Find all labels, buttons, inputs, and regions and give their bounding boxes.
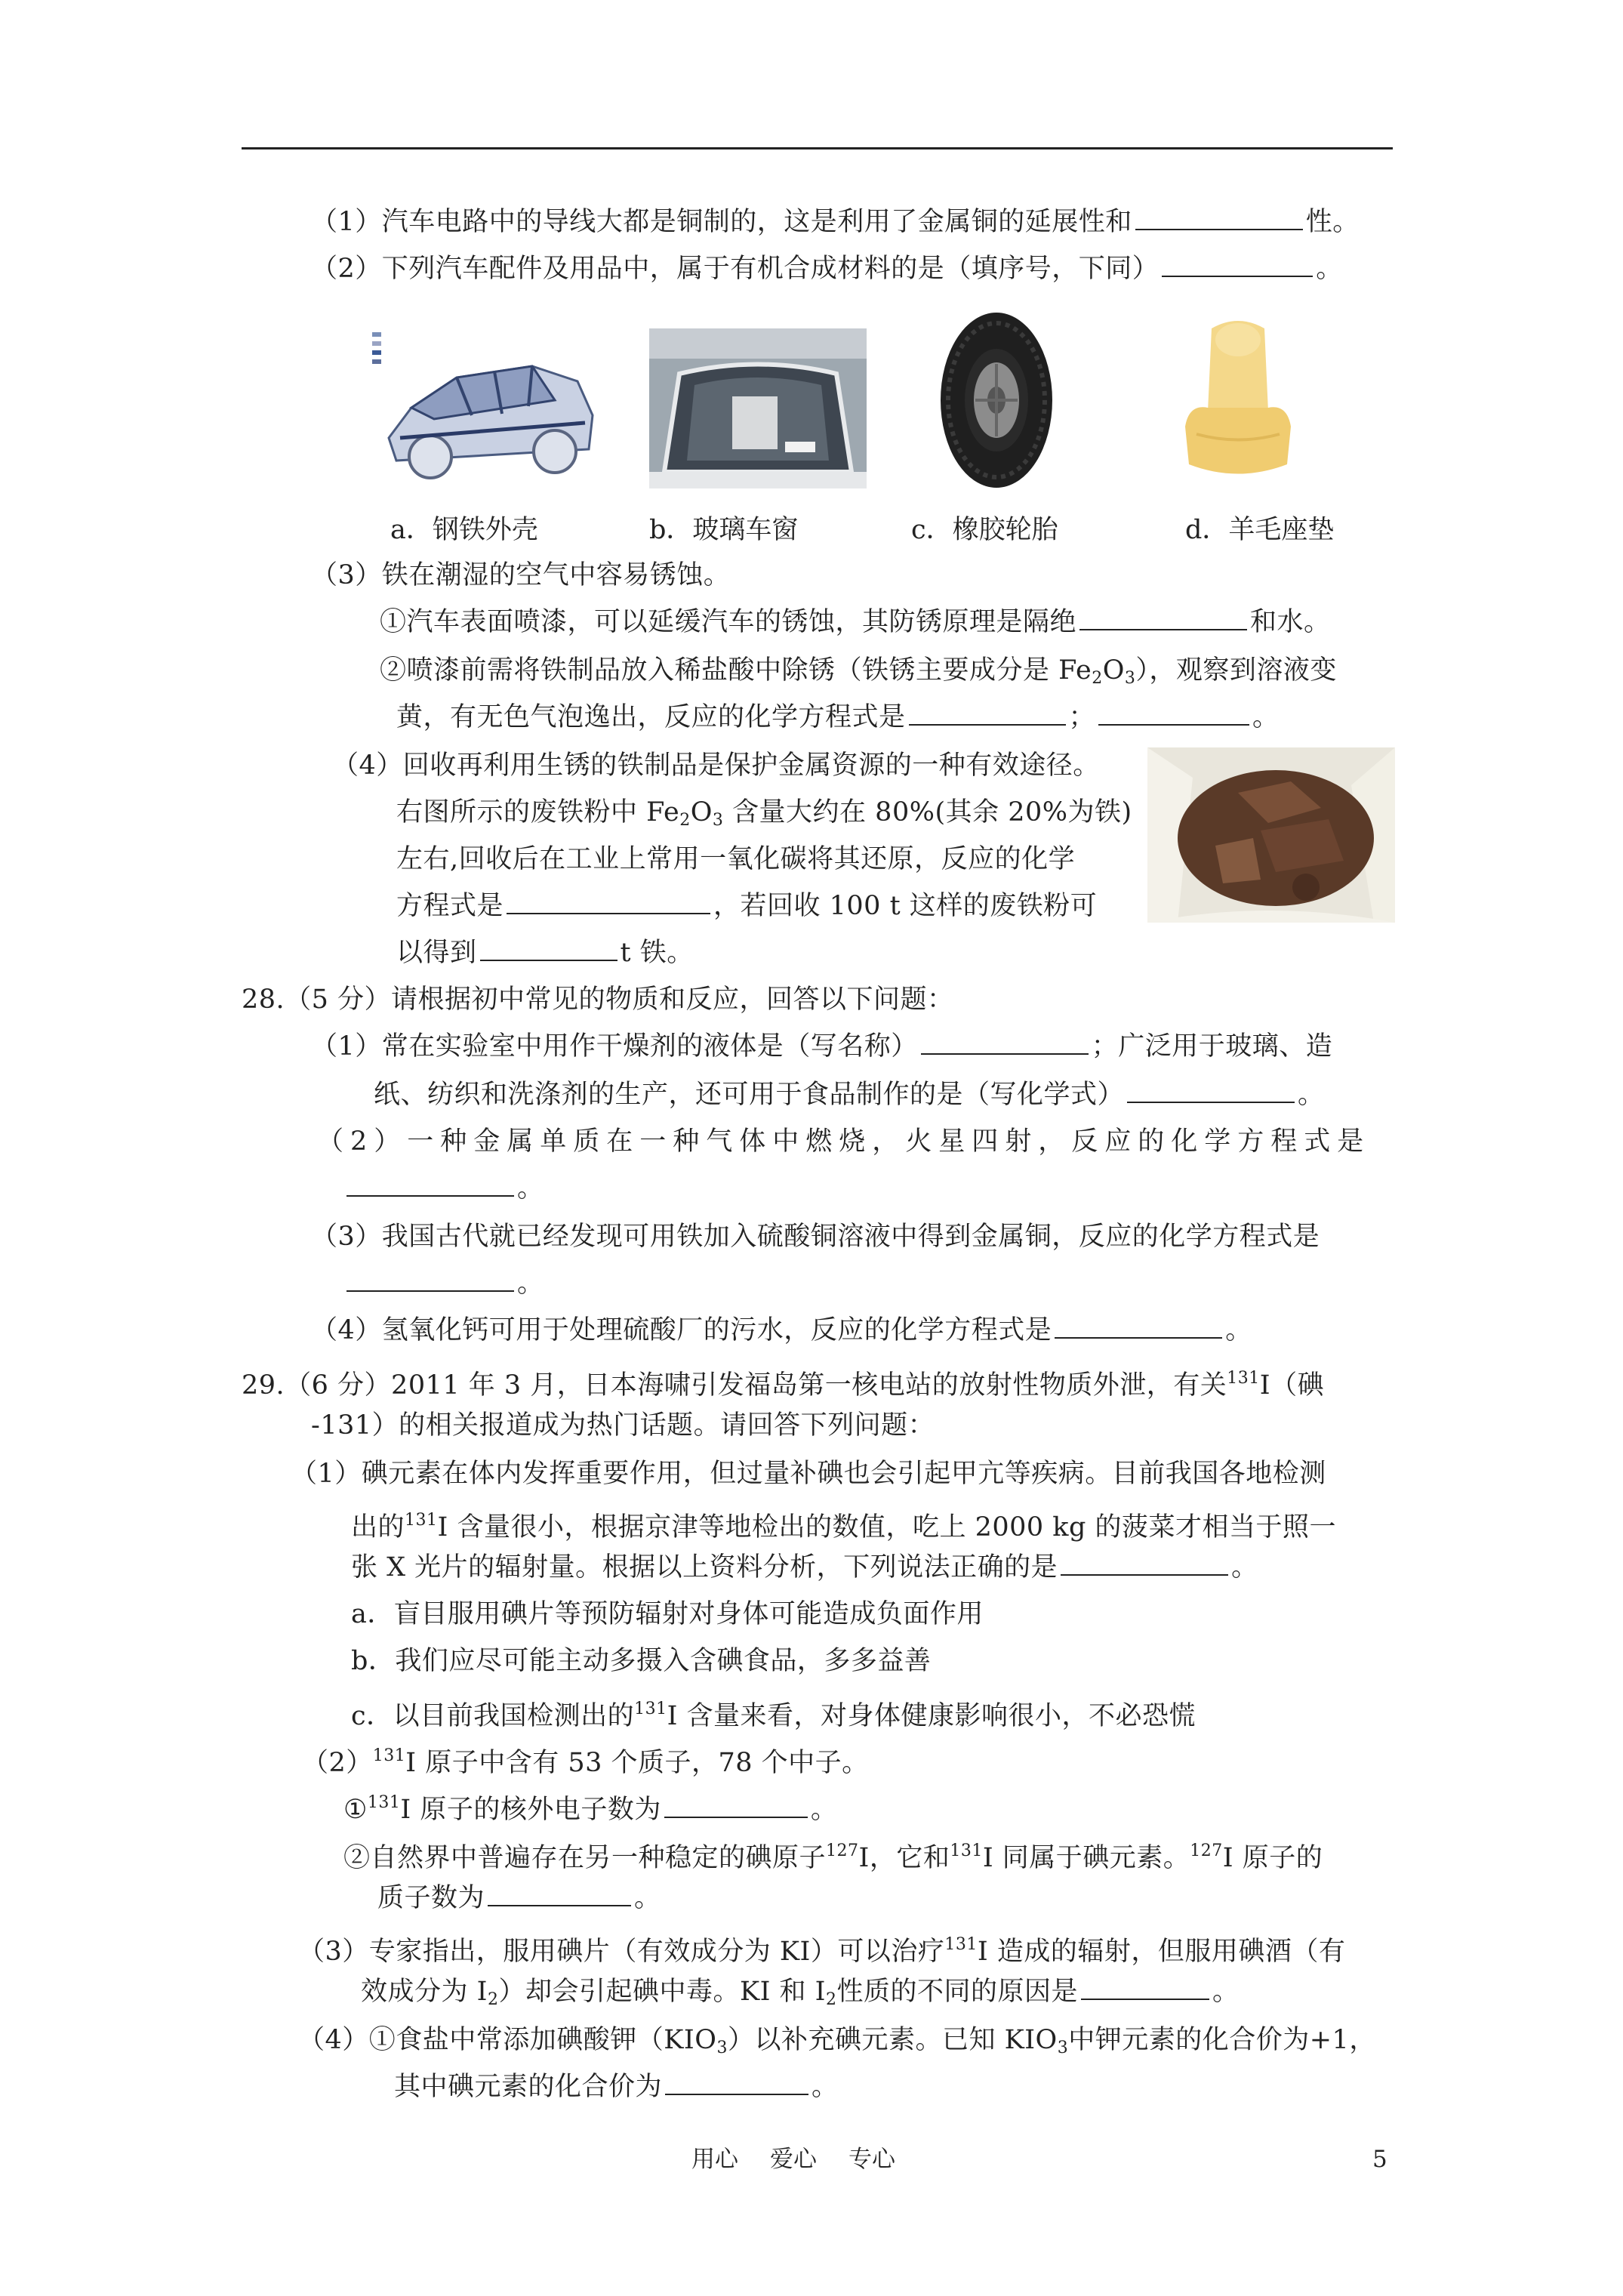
q27-part3-sub2-cont: 黄，有无色气泡逸出，反应的化学方程式是 ； 。 bbox=[396, 702, 1280, 732]
q28-part1-cont: 纸、纺织和洗涤剂的生产，还可用于食品制作的是（写化学式） 。 bbox=[374, 1080, 1325, 1110]
q28-part2: （2）一种金属单质在一种气体中燃烧，火星四射，反应的化学方程式是 bbox=[317, 1126, 1371, 1157]
header-rule bbox=[242, 147, 1393, 149]
q28-part2-cont: 。 bbox=[343, 1172, 544, 1205]
answer-blank[interactable] bbox=[1061, 1552, 1228, 1576]
q29-part3-cont: 效成分为 $I_2$）却会引起碘中毒。KI 和 $I_2$性质的不同的原因是 。 bbox=[361, 1977, 1240, 2009]
answer-blank[interactable] bbox=[1098, 701, 1249, 726]
q27-part4-line3: 左右,回收后在工业上常用一氧化碳将其还原，反应的化学 bbox=[396, 844, 1076, 874]
q28-part3: （3）我国古代就已经发现可用铁加入硫酸铜溶液中得到金属铜，反应的化学方程式是 bbox=[311, 1222, 1320, 1252]
q29-part1-line3: 张 X 光片的辐射量。根据以上资料分析，下列说法正确的是 。 bbox=[351, 1552, 1258, 1583]
q29-part2: $(2)^{131}I$ 原子中含有 53 个质子，78 个中子。 bbox=[302, 1746, 869, 1778]
q27-part4-line5: 以得到 t 铁。 bbox=[396, 938, 694, 968]
figure-caption-d: d．羊毛座垫 bbox=[1185, 515, 1335, 545]
figure-caption-a: a．钢铁外壳 bbox=[390, 515, 538, 545]
footer-motto: 用心 爱心 专心 bbox=[691, 2146, 895, 2173]
wool-seat-image bbox=[1174, 313, 1302, 487]
figure-caption-c: c．橡胶轮胎 bbox=[911, 515, 1058, 545]
q28-part3-cont: 。 bbox=[343, 1267, 544, 1300]
q29-part3: （3）专家指出，服用碘片（有效成分为 KI）可以治疗$^{131}$I 造成的辐射，但服用碘酒（有 bbox=[298, 1935, 1346, 1967]
answer-blank[interactable] bbox=[507, 890, 710, 914]
q28-heading: 28.（5 分）请根据初中常见的物质和反应，回答以下问题： bbox=[242, 985, 954, 1015]
answer-blank[interactable] bbox=[921, 1031, 1089, 1055]
q27-part4-line2: 右图所示的废铁粉中 $Fe_2O_3$ 含量大约在 80%(其余 20%为铁) bbox=[396, 797, 1132, 830]
answer-blank[interactable] bbox=[488, 1882, 631, 1906]
page-number: 5 bbox=[1372, 2146, 1387, 2173]
q29-heading-cont: -131）的相关报道成为热门话题。请回答下列问题： bbox=[311, 1410, 935, 1441]
glass-window-image bbox=[649, 328, 867, 488]
q27-part3-sub2: ②喷漆前需将铁制品放入稀盐酸中除锈（铁锈主要成分是 $Fe_2O_3$），观察到溶液变 bbox=[380, 655, 1337, 688]
q29-option-c: c．以目前我国检测出的$^{131}$I 含量来看，对身体健康影响很小，不必恐慌 bbox=[351, 1700, 1196, 1731]
q27-part1: （1）汽车电路中的导线大都是铜制的，这是利用了金属铜的延展性和 性。 bbox=[311, 207, 1360, 237]
answer-blank[interactable] bbox=[480, 937, 617, 961]
q29-part1-line2: 出的$^{131}$I 含量很小，根据京津等地检出的数值，吃上 2000 kg 的菠菜才相当于照一 bbox=[351, 1511, 1337, 1542]
q27-part3-sub1: ①汽车表面喷漆，可以延缓汽车的锈蚀，其防锈原理是隔绝 和水。 bbox=[380, 607, 1331, 637]
q28-part4: （4）氢氧化钙可用于处理硫酸厂的污水，反应的化学方程式是 。 bbox=[311, 1315, 1252, 1345]
q29-heading: 29.（6 分）2011 年 3 月，日本海啸引发福岛第一核电站的放射性物质外泄，有关$^{131}$I（碘 bbox=[242, 1369, 1325, 1401]
q29-part4: （4）①食盐中常添加碘酸钾$(KIO_3)$以补充碘元素。已知 $KIO_3$中钾元素的化合价为+1， bbox=[298, 2025, 1376, 2057]
q27-part3: （3）铁在潮湿的空气中容易锈蚀。 bbox=[311, 560, 731, 590]
q28-part1: （1）常在实验室中用作干燥剂的液体是（写名称） ；广泛用于玻璃、造 bbox=[311, 1031, 1333, 1062]
answer-blank[interactable] bbox=[1055, 1314, 1222, 1339]
answer-blank[interactable] bbox=[346, 1268, 514, 1292]
q29-part4-cont: 其中碘元素的化合价为 。 bbox=[394, 2072, 839, 2102]
q29-part2-sub1: ①$^{131}$I 原子的核外电子数为 。 bbox=[343, 1793, 838, 1825]
answer-blank[interactable] bbox=[1162, 253, 1313, 277]
q29-part2-sub2-cont: 质子数为 。 bbox=[377, 1883, 661, 1913]
q29-option-b: b．我们应尽可能主动多摄入含碘食品，多多益善 bbox=[351, 1646, 932, 1676]
answer-blank[interactable] bbox=[665, 2071, 808, 2095]
figure-caption-b: b．玻璃车窗 bbox=[649, 515, 799, 545]
rubber-tire-image bbox=[936, 310, 1057, 491]
q29-part1: （1）碘元素在体内发挥重要作用，但过量补碘也会引起甲亢等疾病。目前我国各地检测 bbox=[291, 1459, 1326, 1489]
answer-blank[interactable] bbox=[1127, 1079, 1295, 1103]
q27-part4: （4）回收再利用生锈的铁制品是保护金属资源的一种有效途径。 bbox=[332, 750, 1100, 781]
waste-iron-powder-image bbox=[1147, 747, 1395, 923]
answer-blank[interactable] bbox=[1135, 206, 1303, 230]
q27-part4-line4: 方程式是 ，若回收 100 t 这样的废铁粉可 bbox=[396, 891, 1098, 921]
answer-blank[interactable] bbox=[1081, 1976, 1209, 2000]
answer-blank[interactable] bbox=[346, 1173, 514, 1197]
answer-blank[interactable] bbox=[909, 701, 1066, 726]
car-frame-image bbox=[366, 325, 608, 491]
q27-part2: （2）下列汽车配件及用品中，属于有机合成材料的是（填序号，下同） 。 bbox=[311, 254, 1343, 284]
answer-blank[interactable] bbox=[664, 1794, 808, 1818]
q29-part2-sub2: ②自然界中普遍存在另一种稳定的碘原子$^{127}$I，它和$^{131}$I 同属于碘元素。$^{127}$I 原子的 bbox=[343, 1841, 1323, 1873]
answer-blank[interactable] bbox=[1079, 606, 1247, 630]
q29-option-a: a．盲目服用碘片等预防辐射对身体可能造成负面作用 bbox=[351, 1599, 984, 1629]
